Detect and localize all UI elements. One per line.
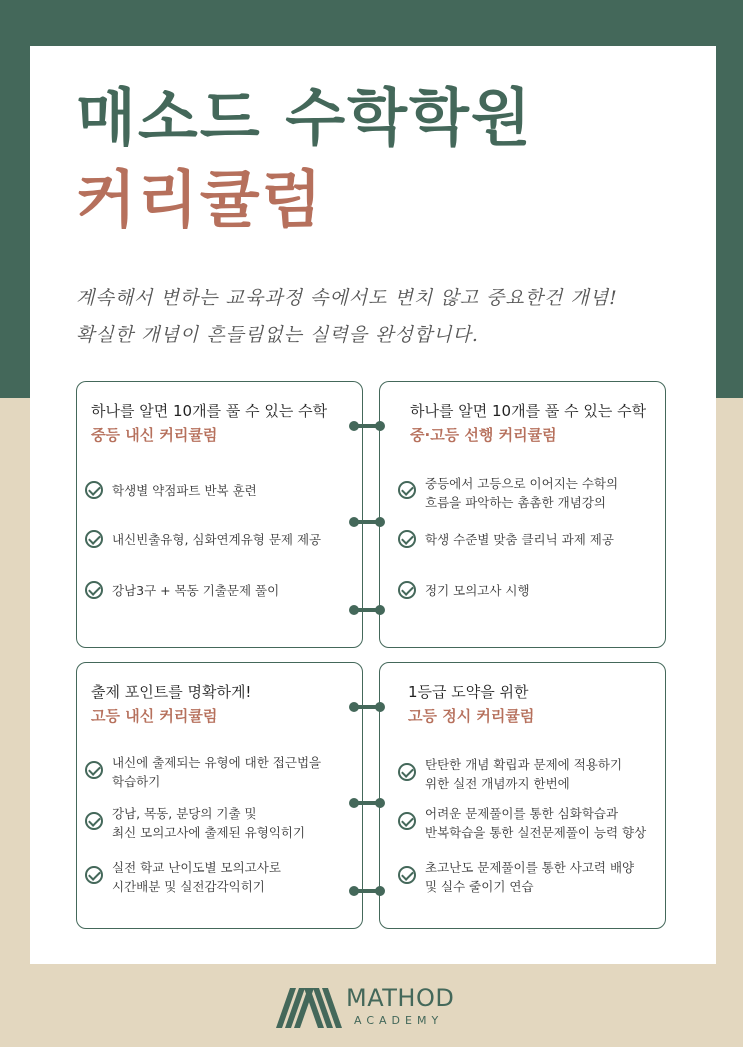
item-text: 중등에서 고등으로 이어지는 수학의 bbox=[425, 476, 619, 491]
check-circle-icon bbox=[85, 581, 103, 599]
card-subtitle: 하나를 알면 10개를 풀 수 있는 수학 bbox=[410, 402, 647, 420]
card-header bbox=[91, 400, 356, 448]
list-item bbox=[85, 804, 356, 842]
curriculum-card-csat-course bbox=[379, 662, 666, 929]
check-circle-icon bbox=[398, 812, 416, 830]
binder-ring-icon bbox=[349, 419, 385, 433]
check-circle-icon bbox=[85, 866, 103, 884]
card-title: 중·고등 선행 커리큘럼 bbox=[410, 426, 557, 444]
list-item bbox=[85, 481, 356, 500]
check-circle-icon bbox=[398, 530, 416, 548]
intro-text bbox=[76, 280, 676, 354]
intro-line-1: 계속해서 변하는 교육과정 속에서도 변치 않고 중요한건 개념! bbox=[76, 287, 618, 309]
list-item bbox=[398, 581, 659, 600]
list-item bbox=[85, 858, 356, 896]
card-title: 고등 정시 커리큘럼 bbox=[408, 707, 535, 725]
item-text: 내신빈출유형, 심화연계유형 문제 제공 bbox=[112, 532, 322, 547]
list-item bbox=[398, 755, 659, 793]
item-text: 위한 실전 개념까지 한번에 bbox=[425, 776, 570, 791]
card-title: 중등 내신 커리큘럼 bbox=[91, 426, 218, 444]
item-text: 학생별 약점파트 반복 훈련 bbox=[112, 483, 257, 498]
list-item bbox=[398, 858, 659, 896]
item-text: 학습하기 bbox=[112, 774, 161, 789]
check-circle-icon bbox=[398, 763, 416, 781]
item-text: 강남3구 + 목동 기출문제 풀이 bbox=[112, 583, 280, 598]
binder-ring-icon bbox=[349, 700, 385, 714]
item-text: 및 실수 줄이기 연습 bbox=[425, 879, 534, 894]
check-circle-icon bbox=[398, 866, 416, 884]
list-item bbox=[398, 530, 659, 549]
item-text: 최신 모의고사에 출제된 유형익히기 bbox=[112, 825, 306, 840]
logo-name: MATHOD bbox=[346, 984, 455, 1012]
card-subtitle: 1등급 도약을 위한 bbox=[408, 683, 529, 701]
binder-ring-icon bbox=[349, 796, 385, 810]
binder-ring-icon bbox=[349, 515, 385, 529]
item-text: 탄탄한 개념 확립과 문제에 적용하기 bbox=[425, 757, 623, 772]
binder-ring-icon bbox=[349, 884, 385, 898]
page-subtitle: 커리큘럼 bbox=[76, 163, 324, 236]
list-item bbox=[85, 753, 356, 791]
list-item bbox=[85, 581, 356, 600]
item-text: 강남, 목동, 분당의 기출 및 bbox=[112, 806, 257, 821]
check-circle-icon bbox=[85, 761, 103, 779]
card-subtitle: 하나를 알면 10개를 풀 수 있는 수학 bbox=[91, 402, 328, 420]
intro-line-2: 확실한 개념이 흔들림없는 실력을 완성합니다. bbox=[76, 324, 479, 346]
list-item bbox=[85, 530, 356, 549]
item-text: 반복학습을 통한 실전문제풀이 능력 향상 bbox=[425, 825, 647, 840]
card-header bbox=[91, 681, 356, 729]
card-header bbox=[408, 681, 659, 729]
curriculum-card-advance-course bbox=[379, 381, 666, 648]
check-circle-icon bbox=[85, 530, 103, 548]
item-text: 실전 학교 난이도별 모의고사로 bbox=[112, 860, 281, 875]
item-text: 내신에 출제되는 유형에 대한 접근법을 bbox=[112, 755, 322, 770]
check-circle-icon bbox=[398, 581, 416, 599]
academy-logo bbox=[276, 982, 476, 1032]
item-text: 정기 모의고사 시행 bbox=[425, 583, 530, 598]
item-text: 초고난도 문제풀이를 통한 사고력 배양 bbox=[425, 860, 635, 875]
curriculum-card-high-school-exam bbox=[76, 662, 363, 929]
list-item bbox=[398, 474, 659, 512]
mountain-stripes-icon bbox=[276, 982, 342, 1028]
curriculum-card-middle-school-exam bbox=[76, 381, 363, 648]
item-text: 흐름을 파악하는 촘촘한 개념강의 bbox=[425, 495, 606, 510]
binder-ring-icon bbox=[349, 603, 385, 617]
check-circle-icon bbox=[85, 481, 103, 499]
item-text: 학생 수준별 맞춤 클리닉 과제 제공 bbox=[425, 532, 614, 547]
logo-subtext: ACADEMY bbox=[354, 1014, 444, 1027]
card-subtitle: 출제 포인트를 명확하게! bbox=[91, 683, 252, 701]
item-text: 어려운 문제풀이를 통한 심화학습과 bbox=[425, 806, 619, 821]
list-item bbox=[398, 804, 659, 842]
check-circle-icon bbox=[398, 481, 416, 499]
check-circle-icon bbox=[85, 812, 103, 830]
card-header bbox=[410, 400, 659, 448]
page-title: 매소드 수학학원 bbox=[76, 81, 533, 154]
card-title: 고등 내신 커리큘럼 bbox=[91, 707, 218, 725]
item-text: 시간배분 및 실전감각익히기 bbox=[112, 879, 265, 894]
